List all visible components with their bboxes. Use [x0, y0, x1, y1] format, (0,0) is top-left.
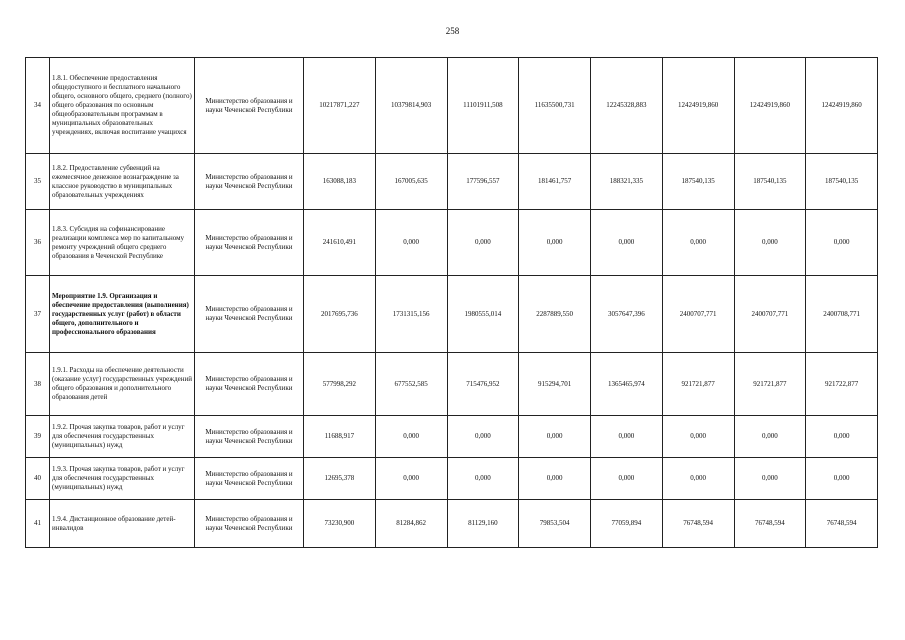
row-value: 0,000 — [519, 416, 591, 458]
row-value: 0,000 — [375, 416, 447, 458]
row-value: 177596,557 — [447, 154, 519, 210]
table-row — [26, 353, 878, 416]
row-value: 11101911,508 — [447, 58, 519, 154]
row-value: 0,000 — [519, 210, 591, 276]
row-value: 0,000 — [734, 458, 806, 500]
table-row — [26, 458, 878, 500]
row-value: 241610,491 — [304, 210, 376, 276]
row-value: 188321,335 — [591, 154, 663, 210]
row-value: 0,000 — [591, 416, 663, 458]
row-value: 0,000 — [447, 210, 519, 276]
row-value: 2400707,771 — [734, 276, 806, 353]
row-value: 76748,594 — [662, 500, 734, 548]
row-value: 0,000 — [806, 458, 878, 500]
row-value: 2400708,771 — [806, 276, 878, 353]
row-value: 0,000 — [375, 210, 447, 276]
row-value: 3057647,396 — [591, 276, 663, 353]
table-body — [26, 58, 878, 548]
table-row — [26, 58, 878, 154]
row-number: 38 — [26, 353, 50, 416]
row-value: 915294,701 — [519, 353, 591, 416]
row-description: 1.8.3. Субсидия на софинансирование реализации комплекса мер по капитальному ремонту учреждений общего среднего образования в Чеченской Республике — [50, 210, 195, 276]
row-value: 577998,292 — [304, 353, 376, 416]
row-executor: Министерство образования и науки Чеченской Республики — [195, 416, 304, 458]
row-executor: Министерство образования и науки Чеченской Республики — [195, 210, 304, 276]
row-value: 187540,135 — [734, 154, 806, 210]
row-value: 921721,877 — [734, 353, 806, 416]
row-value: 76748,594 — [806, 500, 878, 548]
page-number: 258 — [445, 26, 460, 36]
row-value: 12245328,883 — [591, 58, 663, 154]
row-value: 1365465,974 — [591, 353, 663, 416]
row-value: 12424919,860 — [734, 58, 806, 154]
row-executor: Министерство образования и науки Чеченской Республики — [195, 154, 304, 210]
row-value: 715476,952 — [447, 353, 519, 416]
row-value: 12695,378 — [304, 458, 376, 500]
row-value: 0,000 — [662, 458, 734, 500]
row-number: 41 — [26, 500, 50, 548]
row-value: 0,000 — [591, 210, 663, 276]
row-description: 1.9.4. Дистанционное образование детей-инвалидов — [50, 500, 195, 548]
row-value: 79853,504 — [519, 500, 591, 548]
row-value: 187540,135 — [662, 154, 734, 210]
row-value: 81129,160 — [447, 500, 519, 548]
row-executor: Министерство образования и науки Чеченской Республики — [195, 353, 304, 416]
row-value: 12424919,860 — [662, 58, 734, 154]
row-number: 35 — [26, 154, 50, 210]
row-description: 1.8.2. Предоставление субвенций на ежемесячное денежное вознаграждение за классное руководство в муниципальных образовательных учреждениях — [50, 154, 195, 210]
row-description: 1.9.1. Расходы на обеспечение деятельности (оказание услуг) государственных учреждений общего образования и дополнительного образования детей — [50, 353, 195, 416]
row-value: 11635500,731 — [519, 58, 591, 154]
row-value: 0,000 — [375, 458, 447, 500]
row-value: 187540,135 — [806, 154, 878, 210]
row-value: 0,000 — [734, 416, 806, 458]
row-description: Мероприятие 1.9. Организация и обеспечение предоставления (выполнения) государственных услуг (работ) в области общего, дополнительного и профессионального образования — [50, 276, 195, 353]
row-value: 2017695,736 — [304, 276, 376, 353]
row-number: 37 — [26, 276, 50, 353]
row-value: 2287889,550 — [519, 276, 591, 353]
row-value: 921721,877 — [662, 353, 734, 416]
row-value: 73230,900 — [304, 500, 376, 548]
row-value: 76748,594 — [734, 500, 806, 548]
row-value: 10379814,903 — [375, 58, 447, 154]
row-value: 677552,585 — [375, 353, 447, 416]
row-value: 0,000 — [806, 210, 878, 276]
row-value: 167005,635 — [375, 154, 447, 210]
row-value: 77059,894 — [591, 500, 663, 548]
table-row — [26, 276, 878, 353]
row-value: 0,000 — [806, 416, 878, 458]
table-row — [26, 500, 878, 548]
row-number: 36 — [26, 210, 50, 276]
row-value: 0,000 — [591, 458, 663, 500]
row-value: 0,000 — [734, 210, 806, 276]
table-row — [26, 154, 878, 210]
row-description: 1.9.3. Прочая закупка товаров, работ и услуг для обеспечения государственных (муниципальных) нужд — [50, 458, 195, 500]
row-value: 0,000 — [662, 210, 734, 276]
row-executor: Министерство образования и науки Чеченской Республики — [195, 58, 304, 154]
row-value: 1731315,156 — [375, 276, 447, 353]
row-number: 39 — [26, 416, 50, 458]
row-value: 163088,183 — [304, 154, 376, 210]
row-value: 181461,757 — [519, 154, 591, 210]
row-value: 81284,862 — [375, 500, 447, 548]
row-value: 10217871,227 — [304, 58, 376, 154]
row-description: 1.8.1. Обеспечение предоставления общедоступного и бесплатного начального общего, основного общего, среднего (полного) общего образования по основным общеобразовательным программам в муниципальных образовательных учреждениях, включая воспитание учащихся — [50, 58, 195, 154]
row-value: 921722,877 — [806, 353, 878, 416]
budget-table — [25, 57, 878, 548]
row-value: 0,000 — [519, 458, 591, 500]
row-description: 1.9.2. Прочая закупка товаров, работ и услуг для обеспечения государственных (муниципальных) нужд — [50, 416, 195, 458]
row-value: 12424919,860 — [806, 58, 878, 154]
row-number: 34 — [26, 58, 50, 154]
row-executor: Министерство образования и науки Чеченской Республики — [195, 500, 304, 548]
row-value: 0,000 — [447, 416, 519, 458]
row-value: 0,000 — [662, 416, 734, 458]
row-value: 0,000 — [447, 458, 519, 500]
row-executor: Министерство образования и науки Чеченской Республики — [195, 276, 304, 353]
table-row — [26, 210, 878, 276]
row-value: 2400707,771 — [662, 276, 734, 353]
table-row — [26, 416, 878, 458]
row-number: 40 — [26, 458, 50, 500]
row-value: 1980555,014 — [447, 276, 519, 353]
row-value: 11688,917 — [304, 416, 376, 458]
row-executor: Министерство образования и науки Чеченской Республики — [195, 458, 304, 500]
